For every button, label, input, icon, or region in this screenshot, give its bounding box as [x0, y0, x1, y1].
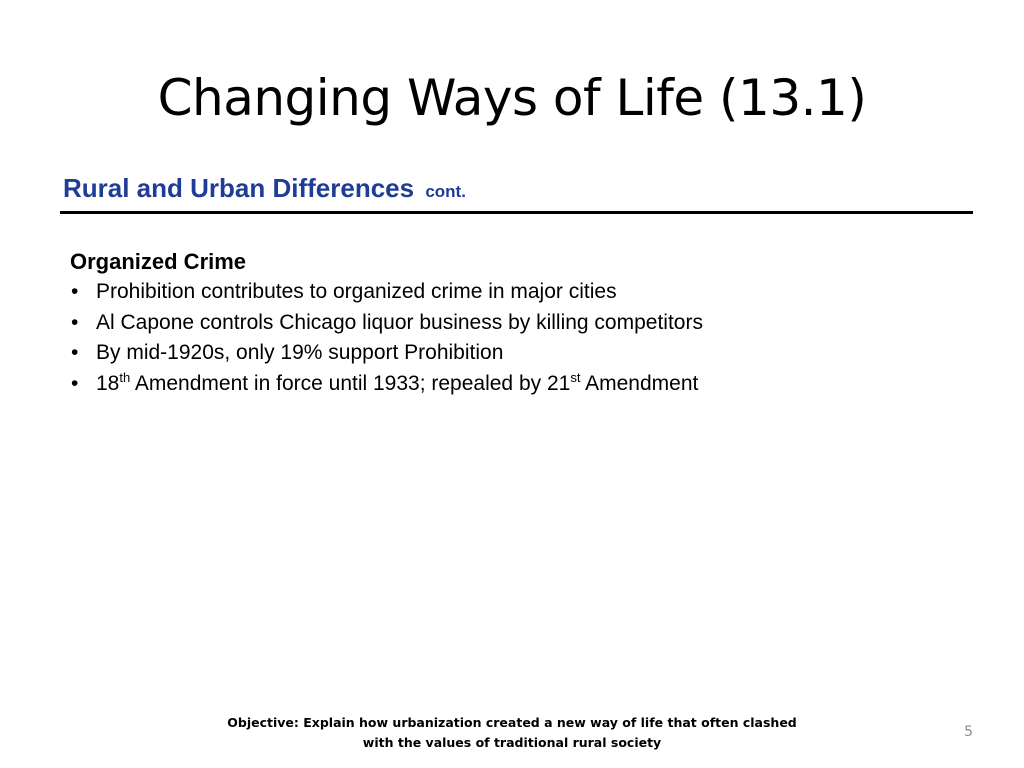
bullet-item: [70, 338, 970, 369]
bullet-text-part: Amendment in force until 1933; repealed by 21: [130, 371, 571, 395]
section-heading-cont: cont.: [425, 182, 466, 201]
bullet-symbol: •: [71, 341, 79, 364]
bullet-text: Al Capone controls Chicago liquor business by killing competitors: [96, 310, 703, 334]
bullet-text: Prohibition contributes to organized crime in major cities: [96, 280, 617, 303]
slide-content: [70, 246, 970, 399]
bullet-item: [70, 277, 970, 308]
bullet-symbol: •: [71, 280, 79, 303]
bullet-text-part: Amendment: [580, 371, 699, 395]
bullet-item: [70, 369, 970, 400]
footer-line: with the values of traditional rural society: [362, 735, 662, 750]
bullet-item: [70, 308, 970, 339]
ordinal-superscript: st: [570, 369, 581, 385]
subheading: Organized Crime: [70, 249, 247, 274]
footer-line: Objective: Explain how urbanization created a new way of life that often clashed: [227, 715, 797, 730]
bullet-text: By mid-1920s, only 19% support Prohibition: [96, 341, 504, 364]
bullet-symbol: •: [71, 371, 79, 395]
bullet-text-part: 18: [96, 371, 120, 395]
bullet-list: [70, 277, 970, 399]
section-heading: [63, 170, 466, 210]
page-number: 5: [964, 724, 973, 740]
slide-title: Changing Ways of Life (13.1): [157, 69, 867, 127]
section-heading-text: Rural and Urban Differences: [63, 173, 415, 203]
ordinal-superscript: th: [119, 369, 131, 385]
section-divider: [60, 211, 973, 214]
bullet-symbol: •: [71, 310, 79, 334]
footer-objective: [212, 713, 812, 753]
